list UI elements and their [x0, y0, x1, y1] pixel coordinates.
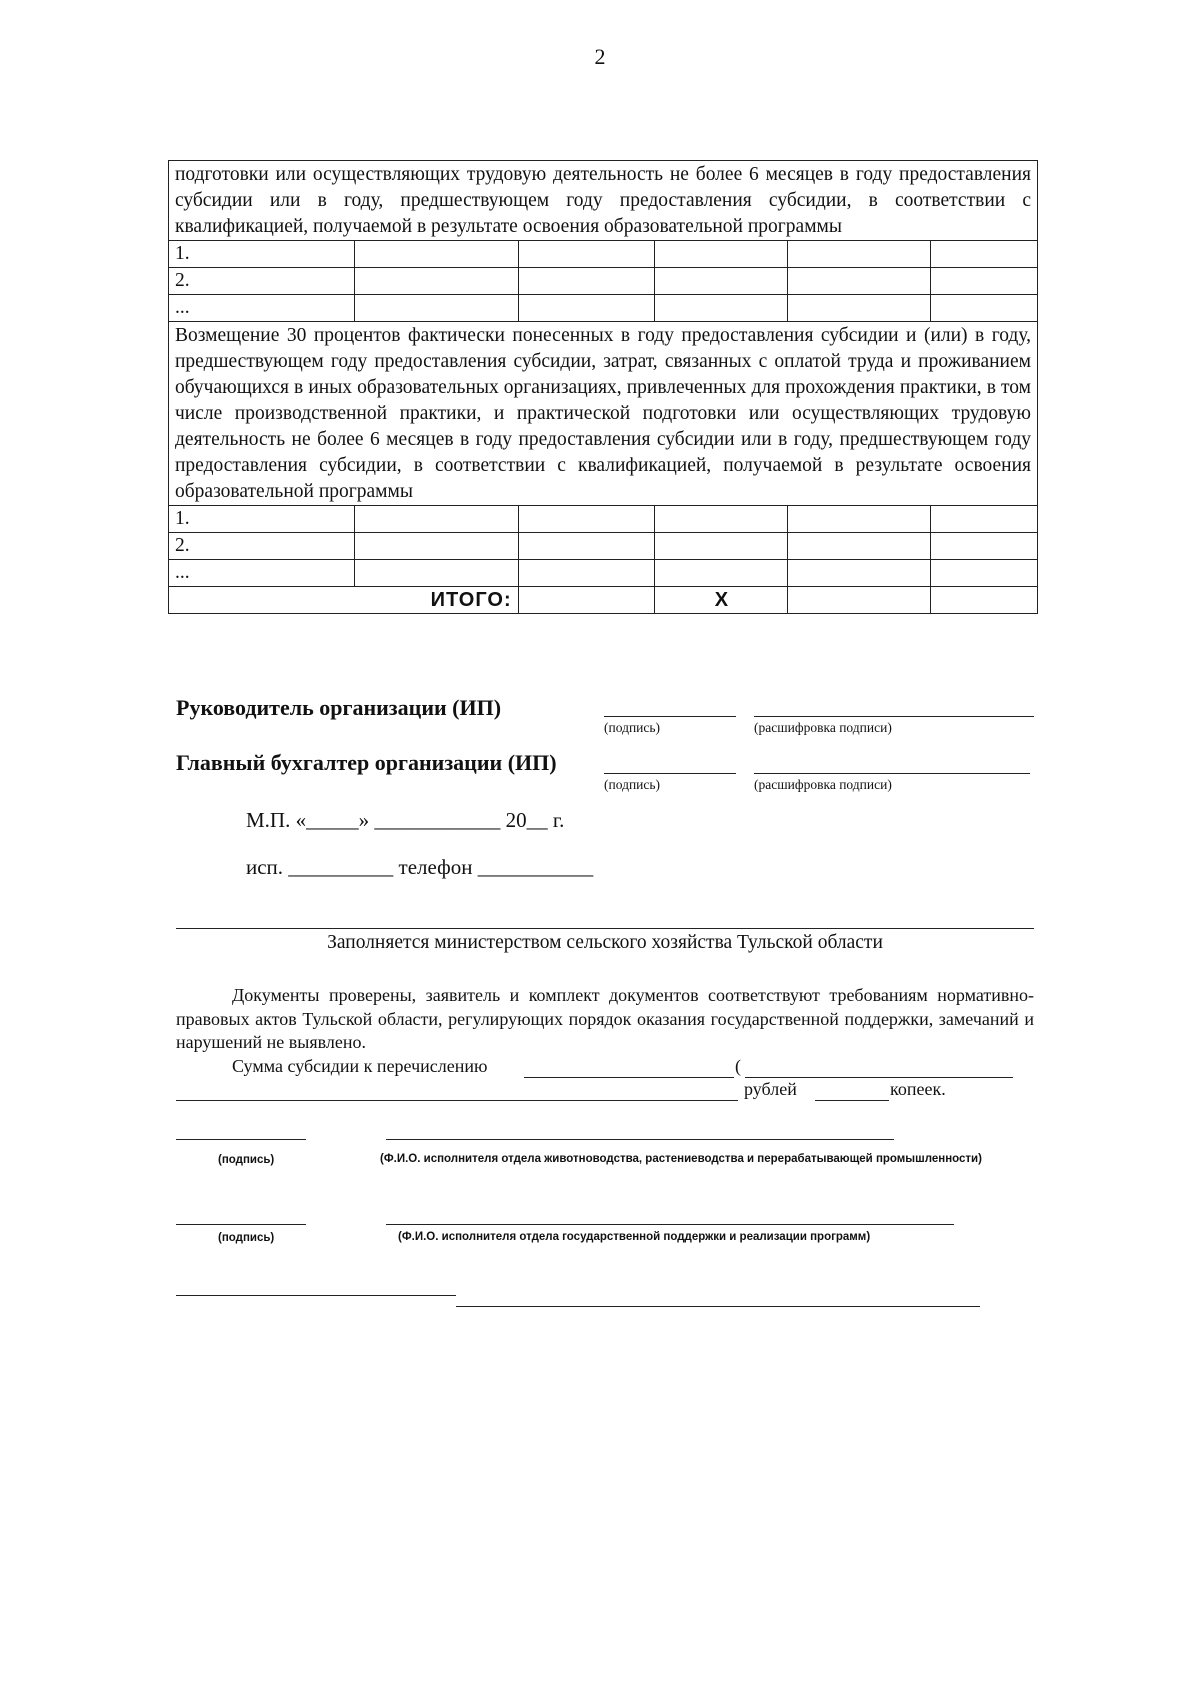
table-cell[interactable] — [655, 533, 788, 560]
row-number: ... — [169, 560, 355, 587]
ministry-signature-caption-1: (подпись) — [218, 1154, 275, 1166]
table-row — [169, 560, 1038, 587]
head-decoding-line[interactable] — [754, 716, 1034, 717]
table-cell[interactable] — [931, 533, 1038, 560]
total-row — [169, 587, 1038, 614]
total-x-mark: Х — [655, 587, 788, 614]
table-cell[interactable] — [788, 241, 931, 268]
table-cell[interactable] — [655, 560, 788, 587]
table-cell[interactable] — [354, 268, 518, 295]
sum-open-paren: ( — [735, 1056, 741, 1076]
sum-label: Сумма субсидии к перечислению — [232, 1056, 488, 1076]
page-number: 2 — [594, 44, 606, 69]
row-number: 1. — [169, 506, 355, 533]
subsidy-table — [168, 160, 1038, 614]
bottom-name-line[interactable] — [456, 1306, 980, 1307]
table-cell[interactable] — [354, 295, 518, 322]
section2-description: Возмещение 30 процентов фактически понесенных в году предоставления субсидии и (или) в году, предшествующем году предоставления субсидии, затрат, связанных с оплатой труда и проживанием обучающихся в иных образовательных организациях, привлеченных для прохождения практики, в том числе производственной практики, и практической подготовки или осуществляющих трудовую деятельность не более 6 месяцев в году предоставления субсидии или в году, предшествующем году предоставления субсидии, в соответствии с квалификацией, получаемой в результате освоения образовательной программы — [169, 322, 1038, 506]
table-cell[interactable] — [788, 295, 931, 322]
ministry-signature-line-2[interactable] — [176, 1224, 306, 1225]
executor-phone-line: исп. __________ телефон ___________ — [246, 855, 594, 879]
total-label: ИТОГО: — [169, 587, 519, 614]
accountant-decoding-line[interactable] — [754, 773, 1030, 774]
stamp-date-line: М.П. «_____» ____________ 20__ г. — [246, 808, 565, 832]
total-cell[interactable] — [518, 587, 655, 614]
table-cell[interactable] — [354, 241, 518, 268]
total-cell[interactable] — [788, 587, 931, 614]
table-cell[interactable] — [931, 295, 1038, 322]
kopecks-line[interactable] — [815, 1100, 889, 1101]
ministry-signature-caption-2: (подпись) — [218, 1232, 275, 1244]
section-divider — [176, 928, 1034, 929]
executor-caption-1: (Ф.И.О. исполнителя отдела животноводства, растениеводства и перерабатывающей промышленности) — [380, 1153, 982, 1165]
table-row — [169, 506, 1038, 533]
table-cell[interactable] — [354, 506, 518, 533]
table-cell[interactable] — [518, 295, 655, 322]
table-cell[interactable] — [931, 560, 1038, 587]
ministry-header: Заполняется министерством сельского хозяйства Тульской области — [327, 932, 883, 953]
table-cell[interactable] — [518, 241, 655, 268]
table-cell[interactable] — [655, 295, 788, 322]
table-row — [169, 533, 1038, 560]
sum-amount-line[interactable] — [524, 1077, 734, 1078]
row-number: 2. — [169, 268, 355, 295]
row-number: ... — [169, 295, 355, 322]
total-cell[interactable] — [931, 587, 1038, 614]
table-row — [169, 268, 1038, 295]
executor-name-line-1[interactable] — [386, 1139, 894, 1140]
accountant-title: Главный бухгалтер организации (ИП) — [176, 750, 557, 775]
kopecks-label: копеек. — [890, 1079, 946, 1099]
sum-words-line[interactable] — [745, 1077, 1013, 1078]
row-number: 2. — [169, 533, 355, 560]
rubles-label: рублей — [744, 1079, 797, 1099]
table-row — [169, 241, 1038, 268]
sum-words-line-2[interactable] — [176, 1100, 738, 1101]
table-cell[interactable] — [655, 506, 788, 533]
table-cell[interactable] — [931, 268, 1038, 295]
table-cell[interactable] — [788, 268, 931, 295]
table-cell[interactable] — [655, 268, 788, 295]
accountant-decoding-caption: (расшифровка подписи) — [754, 777, 892, 792]
table-cell[interactable] — [518, 533, 655, 560]
head-signature-caption: (подпись) — [604, 720, 661, 735]
table-cell[interactable] — [788, 560, 931, 587]
executor-name-line-2[interactable] — [386, 1224, 954, 1225]
table-cell[interactable] — [788, 506, 931, 533]
head-signature-line[interactable] — [604, 716, 736, 717]
table-cell[interactable] — [354, 533, 518, 560]
executor-caption-2: (Ф.И.О. исполнителя отдела государственной поддержки и реализации программ) — [398, 1231, 871, 1243]
ministry-signature-line-1[interactable] — [176, 1139, 306, 1140]
table-row — [169, 295, 1038, 322]
head-title: Руководитель организации (ИП) — [176, 695, 502, 720]
table-cell[interactable] — [655, 241, 788, 268]
table-cell[interactable] — [518, 560, 655, 587]
accountant-signature-line[interactable] — [604, 773, 736, 774]
accountant-signature-caption: (подпись) — [604, 777, 661, 792]
table-cell[interactable] — [931, 241, 1038, 268]
check-paragraph: Документы проверены, заявитель и комплект документов соответствуют требованиям нормативно-правовых актов Тульской области, регулирующих порядок оказания государственной поддержки, замечаний и нарушений не выявлено. — [176, 985, 1034, 1052]
table-cell[interactable] — [788, 533, 931, 560]
table-cell[interactable] — [931, 506, 1038, 533]
row-number: 1. — [169, 241, 355, 268]
table-cell[interactable] — [354, 560, 518, 587]
table-cell[interactable] — [518, 268, 655, 295]
head-decoding-caption: (расшифровка подписи) — [754, 720, 892, 735]
section1-description: подготовки или осуществляющих трудовую деятельность не более 6 месяцев в году предоставления субсидии или в году, предшествующем году предоставления субсидии, в соответствии с квалификацией, получаемой в результате освоения образовательной программы — [169, 161, 1038, 241]
table-cell[interactable] — [518, 506, 655, 533]
bottom-signature-line[interactable] — [176, 1295, 456, 1296]
